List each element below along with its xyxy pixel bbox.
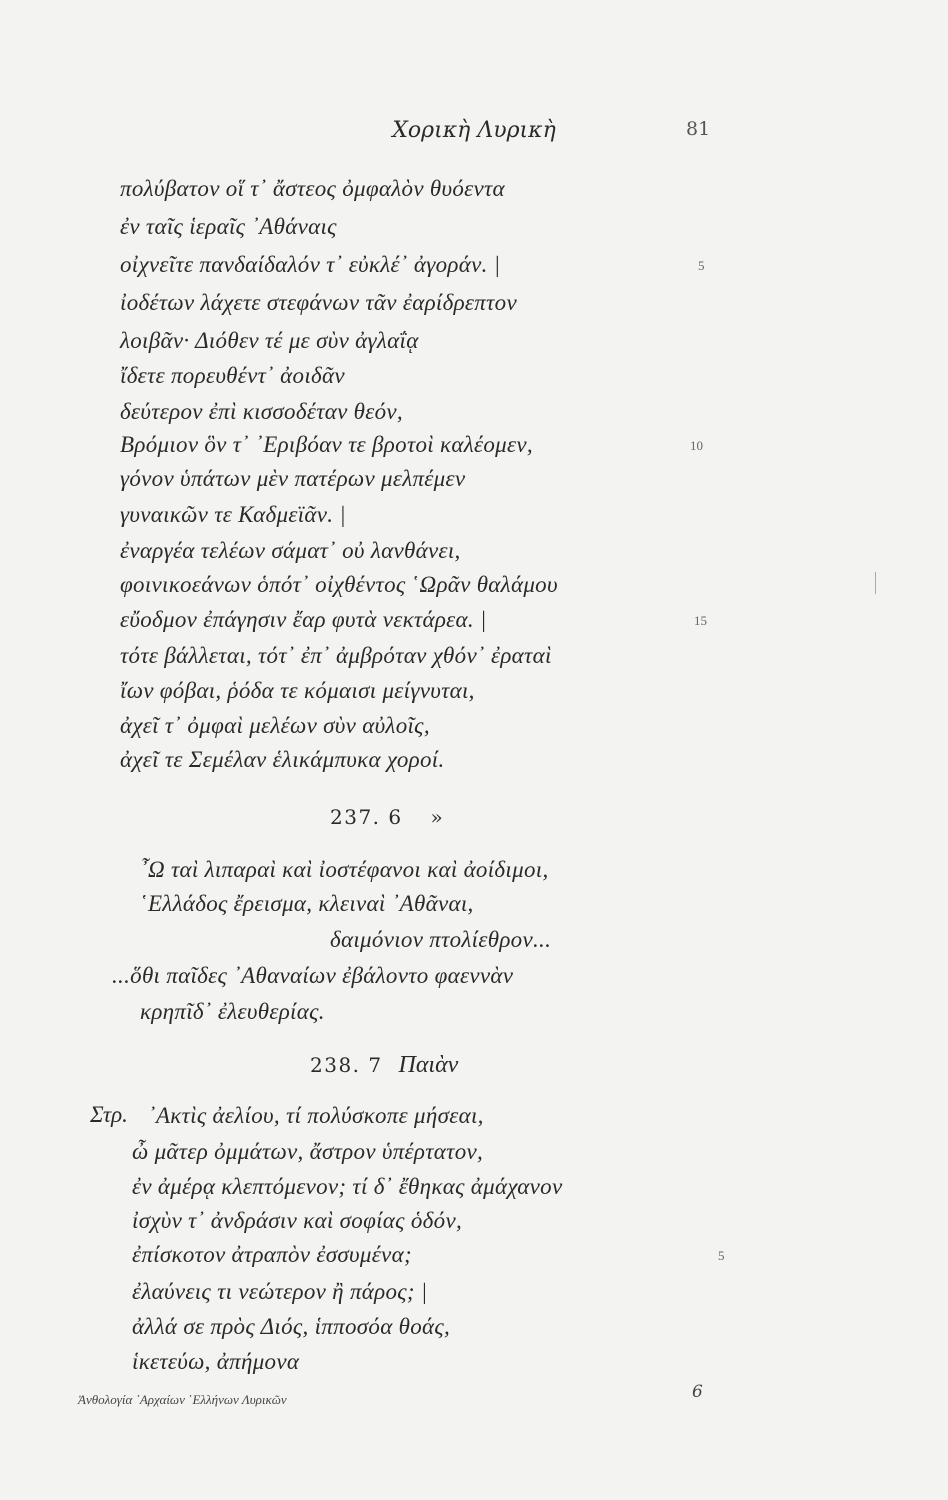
verse-line: φοινικοεάνων ὁπότ᾿ οἰχθέντος ῾Ωρᾶν θαλάμου xyxy=(120,572,558,597)
verse-line: ῾Ελλάδος ἔρεισμα, κλειναὶ ᾿Αθᾶναι, xyxy=(140,891,474,916)
verse-line: ἴων φόβαι, ῥόδα τε κόμαισι μείγνυται, xyxy=(120,678,475,703)
verse-line: κρηπῖδ᾿ ἐλευθερίας. xyxy=(140,999,325,1024)
line-number: 5 xyxy=(698,258,705,273)
section-number: 238. 7 xyxy=(310,1053,383,1077)
page-number: 81 xyxy=(686,118,711,140)
verse-line: ὦ μᾶτερ ὀμμάτων, ἄστρον ὑπέρτατον, xyxy=(132,1139,484,1164)
line-number: 5 xyxy=(718,1248,725,1263)
verse-line: ...ὅθι παῖδες ᾿Αθαναίων ἐβάλοντο φαεννὰν xyxy=(112,963,514,988)
verse-line: ἐν ταῖς ἱεραῖς ᾿Αθάναις xyxy=(120,214,337,239)
strophe-label: Στρ. xyxy=(90,1102,128,1127)
verse-line: ἐλαύνεις τι νεώτερον ἢ πάρος; | xyxy=(132,1279,428,1304)
section-number: 237. 6 xyxy=(330,805,403,829)
verse-line: ἐν ἀμέρᾳ κλεπτόμενον; τί δ᾿ ἔθηκας ἀμάχανον xyxy=(132,1174,563,1199)
verse-line: λοιβᾶν· Διόθεν τέ με σὺν ἀγλαΐᾳ xyxy=(120,328,419,353)
verse-line: ἀχεῖ τ᾿ ὀμφαὶ μελέων σὺν αὐλοῖς, xyxy=(120,713,430,738)
verse-line: ἰοδέτων λάχετε στεφάνων τᾶν ἐαρίδρεπτον xyxy=(120,290,517,315)
running-header: Χορικὴ Λυρικὴ xyxy=(392,118,556,143)
margin-mark xyxy=(875,572,876,594)
ditto-mark: » xyxy=(430,805,445,829)
printer-signature: Ἀνθολογία ᾿Αρχαίων ῾Ελλήνων Λυρικῶν xyxy=(78,1392,287,1407)
verse-line: ἰσχὺν τ᾿ ἀνδράσιν καὶ σοφίας ὁδόν, xyxy=(132,1208,462,1233)
verse-line: Βρόμιον ὃν τ᾿ ᾿Εριβόαν τε βροτοὶ καλέομεν, xyxy=(120,432,533,457)
verse-line: εὔοδμον ἐπάγησιν ἔαρ φυτὰ νεκτάρεα. | xyxy=(120,607,487,632)
verse-line: ἐπίσκοτον ἀτραπὸν ἐσσυμένα; xyxy=(132,1242,412,1267)
sheet-number: 6 xyxy=(692,1382,703,1402)
verse-line: ἀλλά σε πρὸς Διός, ἱπποσόα θοάς, xyxy=(132,1314,451,1339)
verse-line: ῏Ω ταὶ λιπαραὶ καὶ ἰοστέφανοι καὶ ἀοίδιμοι, xyxy=(140,857,549,882)
verse-line: ἀχεῖ τε Σεμέλαν ἑλικάμπυκα χοροί. xyxy=(120,747,445,772)
verse-line: γόνον ὑπάτων μὲν πατέρων μελπέμεν xyxy=(120,466,466,491)
line-number: 10 xyxy=(690,438,703,453)
verse-line: ᾿Ακτὶς ἀελίου, τί πολύσκοπε μήσεαι, xyxy=(148,1103,484,1128)
verse-line: οἰχνεῖτε πανδαίδαλόν τ᾿ εὐκλέ᾿ ἀγοράν. | xyxy=(120,252,501,277)
section-heading xyxy=(310,1052,458,1079)
verse-line: δαιμόνιον πτολίεθρον... xyxy=(330,927,552,952)
verse-line: πολύβατον οἵ τ᾿ ἄστεος ὀμφαλὸν θυόεντα xyxy=(120,176,505,201)
verse-line: ἱκετεύω, ἀπήμονα xyxy=(132,1349,300,1374)
verse-line: ἐναργέα τελέων σάματ᾿ οὐ λανθάνει, xyxy=(120,538,461,563)
line-number: 15 xyxy=(694,613,707,628)
section-title: Παιὰν xyxy=(398,1052,459,1078)
verse-line: γυναικῶν τε Καδμεϊᾶν. | xyxy=(120,502,347,527)
verse-line: δεύτερον ἐπὶ κισσοδέταν θεόν, xyxy=(120,399,403,424)
section-heading xyxy=(330,805,444,829)
verse-line: ἴδετε πορευθέντ᾿ ἀοιδᾶν xyxy=(120,363,345,388)
verse-line: τότε βάλλεται, τότ᾿ ἐπ᾿ ἀμβρόταν χθόν᾿ ἐραταὶ xyxy=(120,643,552,668)
